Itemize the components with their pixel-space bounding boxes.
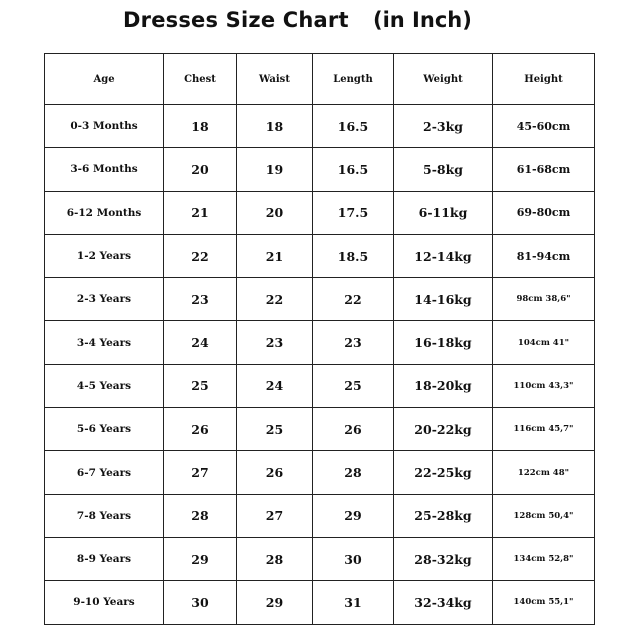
- table-row: [45, 191, 595, 234]
- chest-cell: 21: [164, 191, 237, 234]
- weight-cell: 20-22kg: [394, 408, 493, 451]
- waist-cell: 21: [237, 234, 313, 277]
- height-cell: 110cm 43,3": [493, 364, 595, 407]
- height-cell: 140cm 55,1": [493, 581, 595, 624]
- length-cell: 18.5: [313, 234, 394, 277]
- length-cell: 22: [313, 278, 394, 321]
- weight-cell: 14-16kg: [394, 278, 493, 321]
- length-cell: 31: [313, 581, 394, 624]
- age-cell: 8-9 Years: [45, 537, 164, 580]
- length-cell: 25: [313, 364, 394, 407]
- waist-cell: 25: [237, 408, 313, 451]
- waist-cell: 19: [237, 148, 313, 191]
- age-cell: 2-3 Years: [45, 278, 164, 321]
- height-cell: 104cm 41": [493, 321, 595, 364]
- table-row: [45, 408, 595, 451]
- weight-cell: 25-28kg: [394, 494, 493, 537]
- header-weight: Weight: [394, 54, 493, 105]
- age-cell: 5-6 Years: [45, 408, 164, 451]
- waist-cell: 23: [237, 321, 313, 364]
- height-cell: 45-60cm: [493, 105, 595, 148]
- chest-cell: 28: [164, 494, 237, 537]
- weight-cell: 6-11kg: [394, 191, 493, 234]
- waist-cell: 18: [237, 105, 313, 148]
- height-cell: 128cm 50,4": [493, 494, 595, 537]
- length-cell: 16.5: [313, 148, 394, 191]
- header-waist: Waist: [237, 54, 313, 105]
- height-cell: 98cm 38,6": [493, 278, 595, 321]
- age-cell: 6-7 Years: [45, 451, 164, 494]
- height-cell: 116cm 45,7": [493, 408, 595, 451]
- table-row: [45, 278, 595, 321]
- age-cell: 7-8 Years: [45, 494, 164, 537]
- length-cell: 28: [313, 451, 394, 494]
- header-chest: Chest: [164, 54, 237, 105]
- chest-cell: 30: [164, 581, 237, 624]
- length-cell: 29: [313, 494, 394, 537]
- table-row: [45, 321, 595, 364]
- header-age: Age: [45, 54, 164, 105]
- waist-cell: 29: [237, 581, 313, 624]
- waist-cell: 28: [237, 537, 313, 580]
- chest-cell: 25: [164, 364, 237, 407]
- waist-cell: 22: [237, 278, 313, 321]
- height-cell: 81-94cm: [493, 234, 595, 277]
- length-cell: 16.5: [313, 105, 394, 148]
- table-row: [45, 105, 595, 148]
- table-row: [45, 234, 595, 277]
- waist-cell: 27: [237, 494, 313, 537]
- weight-cell: 22-25kg: [394, 451, 493, 494]
- chest-cell: 24: [164, 321, 237, 364]
- age-cell: 9-10 Years: [45, 581, 164, 624]
- height-cell: 61-68cm: [493, 148, 595, 191]
- age-cell: 3-6 Months: [45, 148, 164, 191]
- age-cell: 4-5 Years: [45, 364, 164, 407]
- waist-cell: 26: [237, 451, 313, 494]
- chest-cell: 27: [164, 451, 237, 494]
- table-header-row: [45, 54, 595, 105]
- table-row: [45, 581, 595, 624]
- age-cell: 3-4 Years: [45, 321, 164, 364]
- chest-cell: 26: [164, 408, 237, 451]
- waist-cell: 20: [237, 191, 313, 234]
- weight-cell: 28-32kg: [394, 537, 493, 580]
- length-cell: 30: [313, 537, 394, 580]
- chest-cell: 18: [164, 105, 237, 148]
- age-cell: 1-2 Years: [45, 234, 164, 277]
- chest-cell: 23: [164, 278, 237, 321]
- chest-cell: 20: [164, 148, 237, 191]
- height-cell: 69-80cm: [493, 191, 595, 234]
- age-cell: 0-3 Months: [45, 105, 164, 148]
- header-height: Height: [493, 54, 595, 105]
- height-cell: 122cm 48": [493, 451, 595, 494]
- length-cell: 23: [313, 321, 394, 364]
- table-row: [45, 537, 595, 580]
- age-cell: 6-12 Months: [45, 191, 164, 234]
- unit-label: (in Inch): [373, 8, 472, 32]
- weight-cell: 32-34kg: [394, 581, 493, 624]
- chest-cell: 22: [164, 234, 237, 277]
- waist-cell: 24: [237, 364, 313, 407]
- weight-cell: 18-20kg: [394, 364, 493, 407]
- weight-cell: 5-8kg: [394, 148, 493, 191]
- page-title: [0, 6, 640, 36]
- header-length: Length: [313, 54, 394, 105]
- table-row: [45, 451, 595, 494]
- size-chart-table: [44, 53, 595, 625]
- weight-cell: 2-3kg: [394, 105, 493, 148]
- table-row: [45, 148, 595, 191]
- chart-title: Dresses Size Chart: [123, 8, 349, 32]
- chest-cell: 29: [164, 537, 237, 580]
- weight-cell: 16-18kg: [394, 321, 493, 364]
- table-row: [45, 494, 595, 537]
- height-cell: 134cm 52,8": [493, 537, 595, 580]
- length-cell: 17.5: [313, 191, 394, 234]
- length-cell: 26: [313, 408, 394, 451]
- weight-cell: 12-14kg: [394, 234, 493, 277]
- table-row: [45, 364, 595, 407]
